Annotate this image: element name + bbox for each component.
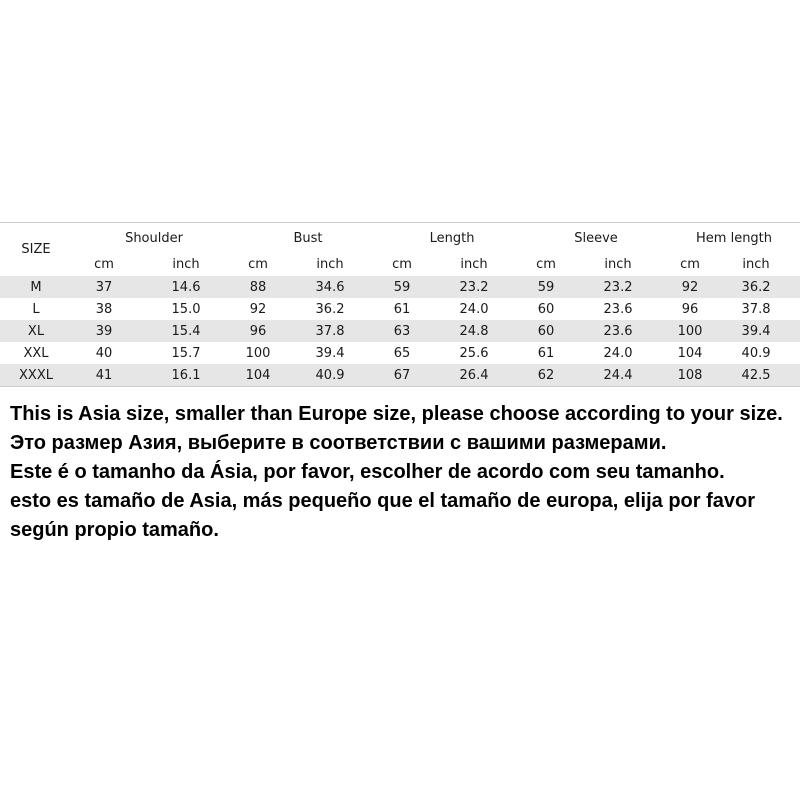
cm-value-cell: 88 [236,276,280,298]
size-notes [10,400,795,545]
table-row [0,342,800,364]
table-row [0,320,800,342]
cm-value-cell: 96 [681,301,699,317]
inch-value-cell: 15.4 [136,320,236,342]
inch-value-cell: 39.4 [712,320,800,342]
unit-cm: cm [392,257,412,272]
cm-value-cell: 38 [95,301,113,317]
inch-value-cell: 25.6 [459,345,489,361]
size-cell: XXXL [0,364,72,387]
inch-value-cell: 40.9 [280,364,380,387]
bust-header: Bust [236,223,380,254]
cm-value-cell: 59 [380,276,424,298]
hem-length-header: Hem length [668,223,800,254]
length-header: Length [380,223,524,254]
size-cell: L [32,301,40,317]
cm-value-cell: 62 [524,364,568,387]
unit-cm: cm [680,257,700,272]
cm-value-cell: 41 [72,364,136,387]
unit-cm: cm [248,257,268,272]
size-cell: XXL [23,345,49,361]
cm-value-cell: 96 [236,320,280,342]
cm-value-cell: 108 [668,364,712,387]
cm-value-cell: 40 [95,345,113,361]
inch-value-cell: 24.0 [603,345,633,361]
table-header-row [0,223,800,254]
cm-value-cell: 39 [72,320,136,342]
inch-value-cell: 14.6 [136,276,236,298]
inch-value-cell: 39.4 [315,345,345,361]
inch-value-cell: 42.5 [712,364,800,387]
cm-value-cell: 100 [245,345,271,361]
inch-value-cell: 34.6 [280,276,380,298]
inch-value-cell: 37.8 [280,320,380,342]
unit-cm: cm [94,257,114,272]
inch-value-cell: 23.6 [568,320,668,342]
unit-inch: inch [172,257,200,272]
inch-value-cell: 37.8 [741,301,771,317]
inch-value-cell: 40.9 [741,345,771,361]
inch-value-cell: 36.2 [712,276,800,298]
inch-value-cell: 26.4 [424,364,524,387]
cm-value-cell: 61 [393,301,411,317]
cm-value-cell: 61 [537,345,555,361]
note-spanish: esto es tamaño de Asia, más pequeño que el tamaño de europa, elija por favor según propio tamaño. [10,490,756,541]
inch-value-cell: 24.4 [568,364,668,387]
size-cell: M [0,276,72,298]
cm-value-cell: 104 [236,364,280,387]
cm-value-cell: 92 [668,276,712,298]
inch-value-cell: 23.2 [424,276,524,298]
cm-value-cell: 60 [524,320,568,342]
unit-inch: inch [742,257,770,272]
table-row [0,276,800,298]
cm-value-cell: 63 [380,320,424,342]
note-russian: Это размер Азия, выберите в соответствии с вашими размерами. [10,432,667,454]
unit-inch: inch [604,257,632,272]
cm-value-cell: 67 [380,364,424,387]
inch-value-cell: 15.0 [171,301,201,317]
note-english: This is Asia size, smaller than Europe size, please choose according to your size. [10,403,783,425]
note-portuguese: Este é o tamanho da Ásia, por favor, escolher de acordo com seu tamanho. [10,461,725,483]
cm-value-cell: 60 [537,301,555,317]
table-row [0,364,800,387]
inch-value-cell: 23.2 [568,276,668,298]
sleeve-header: Sleeve [524,223,668,254]
shoulder-header: Shoulder [72,223,236,254]
unit-inch: inch [460,257,488,272]
size-cell: XL [0,320,72,342]
cm-value-cell: 59 [524,276,568,298]
size-header: SIZE [0,223,72,277]
table-row [0,298,800,320]
size-chart-table [0,222,800,387]
cm-value-cell: 92 [249,301,267,317]
cm-value-cell: 65 [393,345,411,361]
unit-inch: inch [316,257,344,272]
cm-value-cell: 100 [668,320,712,342]
cm-value-cell: 104 [677,345,703,361]
unit-header-row [0,253,800,276]
inch-value-cell: 16.1 [136,364,236,387]
inch-value-cell: 24.8 [424,320,524,342]
unit-cm: cm [536,257,556,272]
inch-value-cell: 36.2 [315,301,345,317]
inch-value-cell: 15.7 [171,345,201,361]
size-rows [0,276,800,387]
inch-value-cell: 23.6 [603,301,633,317]
cm-value-cell: 37 [72,276,136,298]
inch-value-cell: 24.0 [459,301,489,317]
